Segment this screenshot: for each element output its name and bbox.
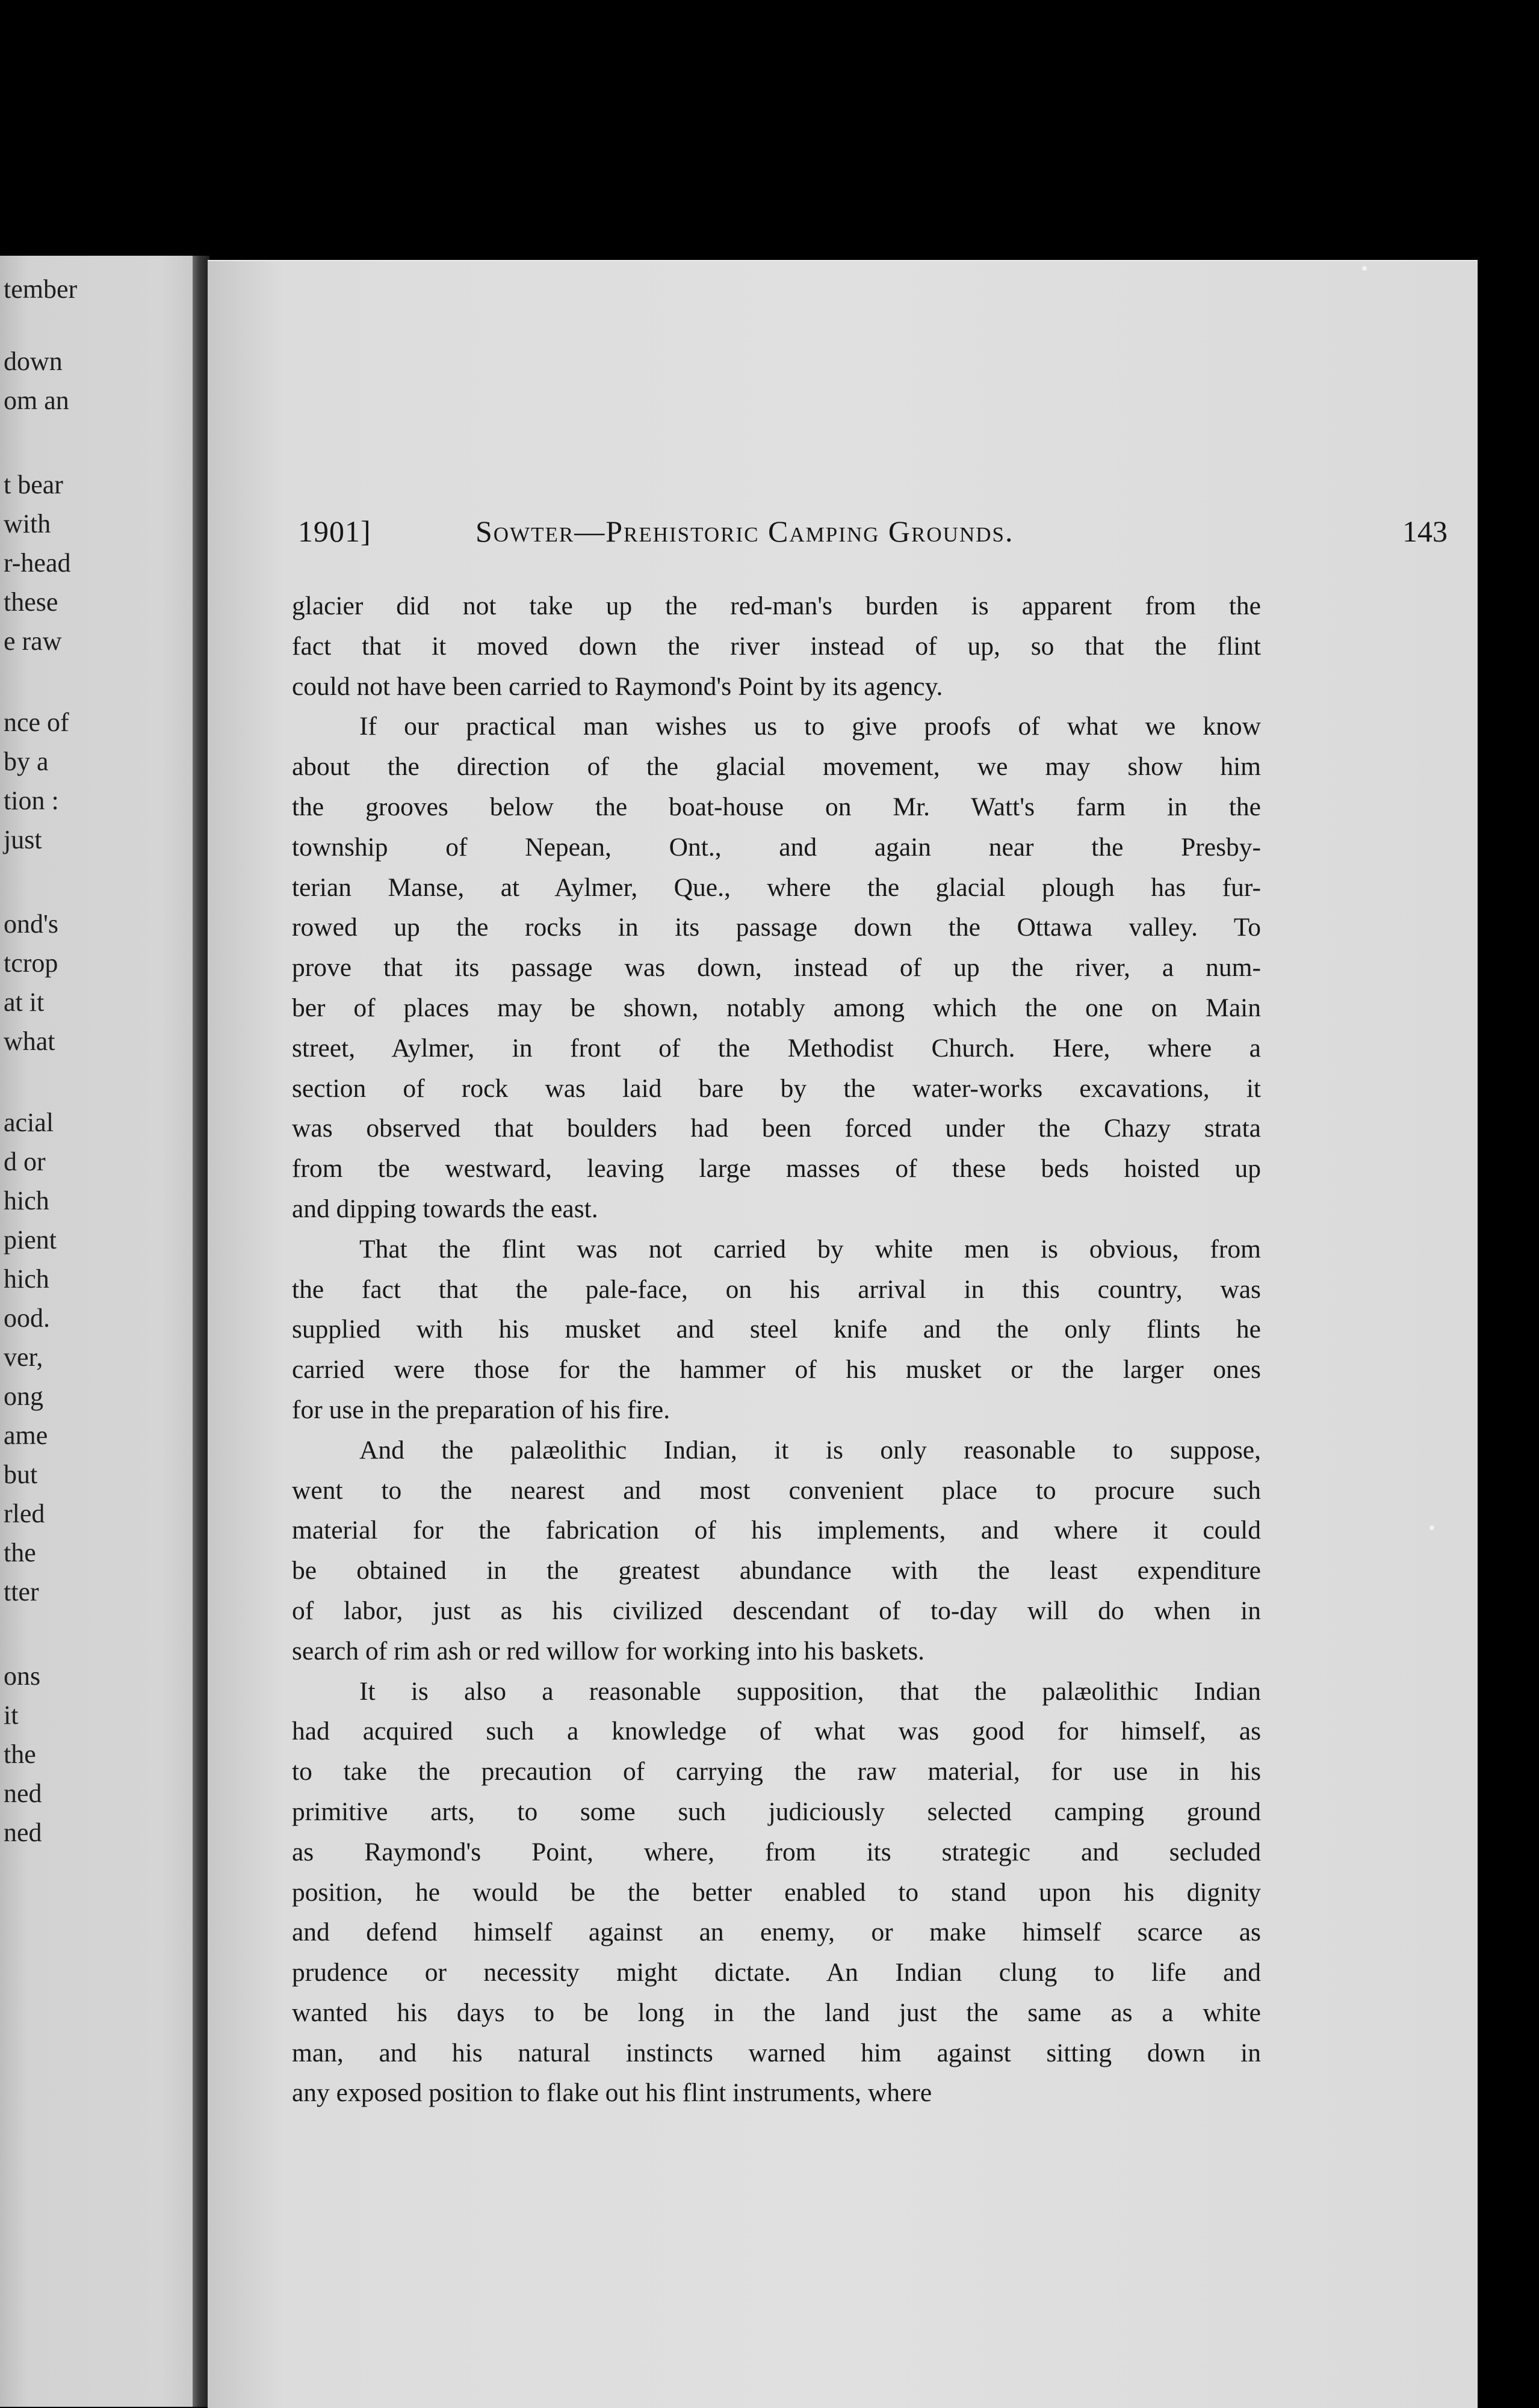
facing-page-fragment: ong bbox=[4, 1382, 43, 1411]
facing-page-fragment: these bbox=[4, 587, 58, 617]
text-line: If our practical man wishes us to give proofs of what we know bbox=[359, 712, 1261, 741]
text-line: street, Aylmer, in front of the Methodist Church. Here, where a bbox=[292, 1033, 1261, 1063]
text-line: position, he would be the better enabled to stand upon his dignity bbox=[292, 1877, 1261, 1907]
text-line: That the flint was not carried by white men is obvious, from bbox=[359, 1234, 1261, 1264]
text-line: the fact that the pale-face, on his arrival in this country, was bbox=[292, 1274, 1261, 1304]
text-line: township of Nepean, Ont., and again near the Presby- bbox=[292, 832, 1261, 862]
facing-page-fragment: tember bbox=[4, 274, 78, 304]
text-line: for use in the preparation of his fire. bbox=[292, 1395, 670, 1424]
paragraph bbox=[292, 1672, 1261, 2114]
facing-page-fragment: nce of bbox=[4, 708, 69, 737]
text-line: It is also a reasonable supposition, that the palæolithic Indian bbox=[359, 1676, 1261, 1706]
paragraph bbox=[292, 586, 1261, 706]
facing-page-fragment: at it bbox=[4, 987, 45, 1017]
running-header bbox=[298, 514, 1472, 562]
facing-page-fragment: om an bbox=[4, 386, 69, 415]
text-line: prudence or necessity might dictate. An Indian clung to life and bbox=[292, 1958, 1261, 1987]
text-line: could not have been carried to Raymond's Point by its agency. bbox=[292, 671, 943, 701]
facing-page-fragment: by a bbox=[4, 747, 49, 776]
text-line: any exposed position to flake out his flint instruments, where bbox=[292, 2078, 932, 2108]
facing-page-fragment: ver, bbox=[4, 1342, 43, 1372]
text-line: about the direction of the glacial movement, we may show him bbox=[292, 752, 1261, 782]
facing-page-fragment: ned bbox=[4, 1818, 42, 1847]
paragraph bbox=[292, 1229, 1261, 1430]
facing-page-fragment: ned bbox=[4, 1779, 42, 1808]
facing-page-fragment: tcrop bbox=[4, 948, 58, 978]
facing-page-fragment: d or bbox=[4, 1147, 46, 1176]
paragraph bbox=[292, 1430, 1261, 1672]
book-page bbox=[208, 260, 1478, 2408]
text-line: and dipping towards the east. bbox=[292, 1194, 598, 1223]
facing-page-fragment: with bbox=[4, 509, 51, 539]
text-line: and defend himself against an enemy, or make himself scarce as bbox=[292, 1918, 1261, 1947]
facing-page-fragment: just bbox=[4, 825, 42, 854]
text-line: as Raymond's Point, where, from its strategic and secluded bbox=[292, 1837, 1261, 1866]
text-line: rowed up the rocks in its passage down the Ottawa valley. To bbox=[292, 913, 1261, 942]
facing-page-fragment: ons bbox=[4, 1661, 41, 1691]
text-line: the grooves below the boat-house on Mr. Watt's farm in the bbox=[292, 792, 1261, 821]
text-line: prove that its passage was down, instead of up the river, a num- bbox=[292, 953, 1261, 983]
facing-page-fragment: rled bbox=[4, 1499, 45, 1528]
text-line: from tbe westward, leaving large masses of these beds hoisted up bbox=[292, 1154, 1261, 1184]
header-title: Sowter—Prehistoric Camping Grounds. bbox=[475, 514, 1014, 548]
text-line: primitive arts, to some such judiciously selected camping ground bbox=[292, 1797, 1261, 1826]
text-line: wanted his days to be long in the land just the same as a white bbox=[292, 1998, 1261, 2027]
facing-page-edge bbox=[0, 256, 202, 2407]
facing-page-fragment: e raw bbox=[4, 626, 62, 656]
facing-page-fragment: it bbox=[4, 1700, 19, 1730]
text-line: And the palæolithic Indian, it is only reasonable to suppose, bbox=[359, 1435, 1261, 1465]
text-line: had acquired such a knowledge of what was good for himself, as bbox=[292, 1717, 1261, 1746]
book-gutter bbox=[193, 256, 209, 2407]
facing-page-fragment: t bear bbox=[4, 470, 63, 499]
paragraph bbox=[292, 706, 1261, 1229]
facing-page-fragment: hich bbox=[4, 1186, 49, 1215]
text-line: terian Manse, at Aylmer, Que., where the glacial plough has fur- bbox=[292, 872, 1261, 902]
text-line: to take the precaution of carrying the raw material, for use in his bbox=[292, 1757, 1261, 1786]
text-line: man, and his natural instincts warned him against sitting down in bbox=[292, 2038, 1261, 2067]
facing-page-fragment: acial bbox=[4, 1108, 54, 1137]
text-line: carried were those for the hammer of his musket or the larger ones bbox=[292, 1355, 1261, 1385]
facing-page-fragment: ame bbox=[4, 1421, 48, 1450]
text-line: search of rim ash or red willow for working into his baskets. bbox=[292, 1636, 925, 1666]
text-line: section of rock was laid bare by the water-works excavations, it bbox=[292, 1073, 1261, 1103]
facing-page-fragment: down bbox=[4, 347, 63, 376]
facing-page-fragment: the bbox=[4, 1538, 36, 1567]
facing-page-fragment: the bbox=[4, 1740, 36, 1769]
facing-page-fragment: but bbox=[4, 1460, 38, 1489]
text-line: material for the fabrication of his implements, and where it could bbox=[292, 1516, 1261, 1545]
text-line: ber of places may be shown, notably among which the one on Main bbox=[292, 993, 1261, 1022]
text-line: was observed that boulders had been forced under the Chazy strata bbox=[292, 1114, 1261, 1143]
facing-page-fragment: ood. bbox=[4, 1303, 50, 1333]
text-line: glacier did not take up the red-man's burden is apparent from the bbox=[292, 591, 1261, 620]
facing-page-fragment: what bbox=[4, 1026, 55, 1056]
facing-page-fragment: r-head bbox=[4, 548, 71, 578]
facing-page-fragment: hich bbox=[4, 1264, 49, 1294]
text-line: fact that it moved down the river instead of up, so that the flint bbox=[292, 631, 1261, 661]
text-line: supplied with his musket and steel knife and the only flints he bbox=[292, 1315, 1261, 1344]
facing-page-fragment: ond's bbox=[4, 909, 59, 939]
facing-page-fragment: tion : bbox=[4, 786, 59, 815]
page-speck bbox=[1429, 1525, 1434, 1530]
text-line: went to the nearest and most convenient place to procure such bbox=[292, 1475, 1261, 1505]
page-body bbox=[292, 586, 1261, 2113]
text-line: be obtained in the greatest abundance with the least expenditure bbox=[292, 1556, 1261, 1585]
facing-page-fragment: tter bbox=[4, 1577, 39, 1607]
text-line: of labor, just as his civilized descendant of to-day will do when in bbox=[292, 1596, 1261, 1625]
page-speck bbox=[1362, 266, 1367, 271]
facing-page-fragment: pient bbox=[4, 1225, 57, 1255]
header-year: 1901] bbox=[298, 514, 371, 548]
page-number: 143 bbox=[1402, 514, 1448, 548]
